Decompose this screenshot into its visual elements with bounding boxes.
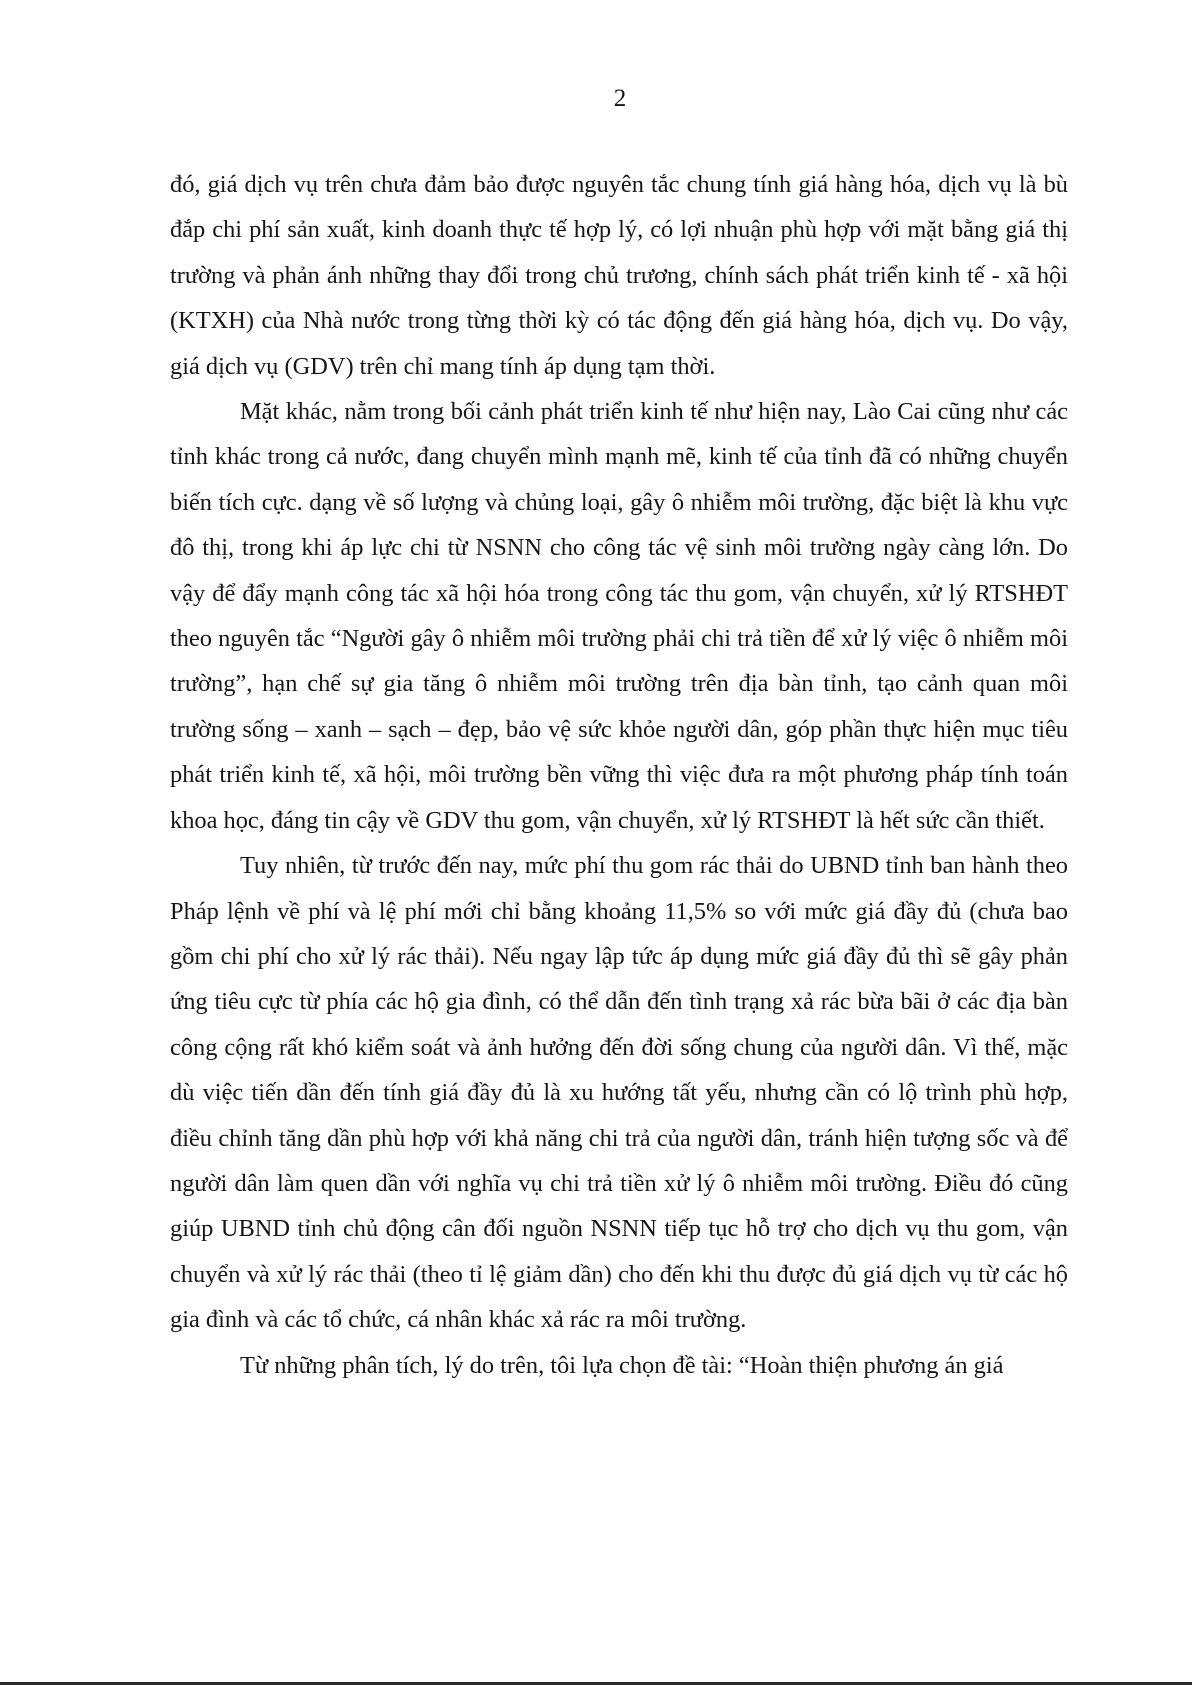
paragraph-continuation: đó, giá dịch vụ trên chưa đảm bảo được nguyên tắc chung tính giá hàng hóa, dịch vụ là bù đắp chi phí sản xuất, kinh doanh thực tế hợp lý, có lợi nhuận phù hợp với mặt bằng giá thị trường và phản ánh những thay đổi trong chủ trương, chính sách phát triển kinh tế - xã hội (KTXH) của Nhà nước trong từng thời kỳ có tác động đến giá hàng hóa, dịch vụ. Do vậy, giá dịch vụ (GDV) trên chỉ mang tính áp dụng tạm thời.: [170, 171, 1068, 380]
paragraph-fee-level: Tuy nhiên, từ trước đến nay, mức phí thu gom rác thải do UBND tỉnh ban hành theo Pháp lệnh về phí và lệ phí mới chỉ bằng khoảng 11,5% so với mức giá đầy đủ (chưa bao gồm chi phí cho xử lý rác thải). Nếu ngay lập tức áp dụng mức giá đầy đủ thì sẽ gây phản ứng tiêu cực từ phía các hộ gia đình, có thể dẫn đến tình trạng xả rác bừa bãi ở các địa bàn công cộng rất khó kiểm soát và ảnh hưởng đến đời sống chung của người dân. Vì thế, mặc dù việc tiến dần đến tính giá đầy đủ là xu hướng tất yếu, nhưng cần có lộ trình phù hợp, điều chỉnh tăng dần phù hợp với khả năng chi trả của người dân, tránh hiện tượng sốc và để người dân làm quen dần với nghĩa vụ chi trả tiền xử lý ô nhiễm môi trường. Điều đó cũng giúp UBND tỉnh chủ động cân đối nguồn NSNN tiếp tục hỗ trợ cho dịch vụ thu gom, vận chuyển và xử lý rác thải (theo tỉ lệ giảm dần) cho đến khi thu được đủ giá dịch vụ từ các hộ gia đình và các tổ chức, cá nhân khác xả rác ra môi trường.: [170, 852, 1068, 1334]
paragraph-topic-selection: Từ những phân tích, lý do trên, tôi lựa chọn đề tài: “Hoàn thiện phương án giá: [240, 1351, 1004, 1379]
page-number: 2: [613, 85, 627, 112]
paragraph-lao-cai-context: Mặt khác, nằm trong bối cảnh phát triển kinh tế như hiện nay, Lào Cai cũng như các tỉnh khác trong cả nước, đang chuyển mình mạnh mẽ, kinh tế của tỉnh đã có những chuyển biến tích cực. dạng về số lượng và chủng loại, gây ô nhiễm môi trường, đặc biệt là khu vực đô thị, trong khi áp lực chi từ NSNN cho công tác vệ sinh môi trường ngày càng lớn. Do vậy để đẩy mạnh công tác xã hội hóa trong công tác thu gom, vận chuyển, xử lý RTSHĐT theo nguyên tắc “Người gây ô nhiễm môi trường phải chi trả tiền để xử lý việc ô nhiễm môi trường”, hạn chế sự gia tăng ô nhiễm môi trường trên địa bàn tỉnh, tạo cảnh quan môi trường sống – xanh – sạch – đẹp, bảo vệ sức khỏe người dân, góp phần thực hiện mục tiêu phát triển kinh tế, xã hội, môi trường bền vững thì việc đưa ra một phương pháp tính toán khoa học, đáng tin cậy về GDV thu gom, vận chuyển, xử lý RTSHĐT là hết sức cần thiết.: [170, 398, 1068, 834]
body-text: [170, 162, 1068, 1388]
